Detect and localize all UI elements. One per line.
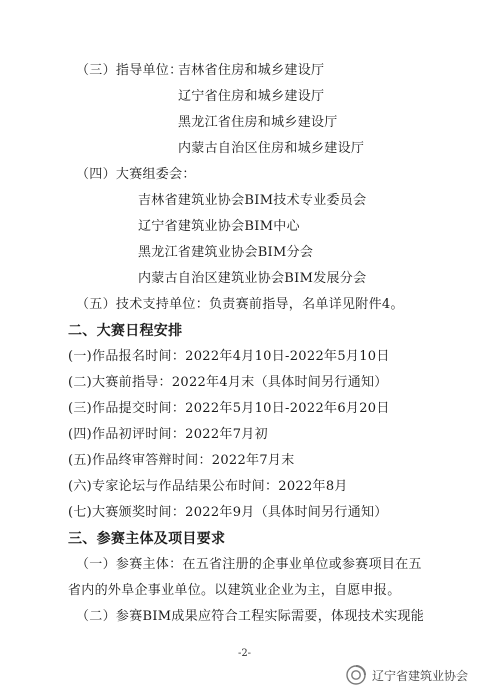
org-unit-jilin: 吉林省建筑业协会BIM技术专业委员会 <box>138 193 367 208</box>
watermark <box>346 665 468 685</box>
guide-unit-liaoning: 辽宁省住房和城乡建设厅 <box>178 89 325 104</box>
schedule-item-3: (三)作品提交时间：2022年5月10日-2022年6月20日 <box>68 401 390 416</box>
org-unit-liaoning: 辽宁省建筑业协会BIM中心 <box>138 219 300 234</box>
schedule-heading: 二、大赛日程安排 <box>68 323 183 339</box>
guide-unit-neimenggu: 内蒙古自治区住房和城乡建设厅 <box>178 141 365 156</box>
schedule-item-4: (四)作品初评时间：2022年7月初 <box>68 427 268 442</box>
participants-para1-line1: （一）参赛主体：在五省注册的企事业单位或参赛项目在五 <box>76 557 422 572</box>
org-unit-heilongjiang: 黑龙江省建筑业协会BIM分会 <box>138 245 314 260</box>
tech-support-line: （五）技术支持单位：负责赛前指导，名单详见附件4。 <box>76 297 404 312</box>
participants-para2-line1: （二）参赛BIM成果应符合工程实际需要，体现技术实现能 <box>76 609 425 624</box>
guide-unit-jilin: 吉林省住房和城乡建设厅 <box>178 63 325 78</box>
schedule-item-5: (五)作品终审答辩时间：2022年7月末 <box>68 453 295 468</box>
participants-para1-line2: 省内的外阜企事业单位。以建筑业企业为主，自愿申报。 <box>68 583 401 598</box>
wechat-official-account-icon <box>346 665 366 685</box>
organizing-committee-label: （四）大赛组委会： <box>76 167 196 182</box>
schedule-item-2: (二)大赛前指导：2022年4月末（具体时间另行通知） <box>68 375 388 390</box>
page-number: -2- <box>237 648 252 659</box>
schedule-item-6: (六)专家论坛与作品结果公布时间：2022年8月 <box>68 479 348 494</box>
participants-heading: 三、参赛主体及项目要求 <box>68 531 226 547</box>
schedule-item-7: (七)大赛颁奖时间：2022年9月（具体时间另行通知） <box>68 505 388 520</box>
watermark-text: 辽宁省建筑业协会 <box>372 668 469 683</box>
guide-unit-heilongjiang: 黑龙江省住房和城乡建设厅 <box>178 115 338 130</box>
guide-units-label: （三）指导单位： <box>76 63 183 78</box>
schedule-item-1: (一)作品报名时间：2022年4月10日-2022年5月10日 <box>68 349 390 364</box>
org-unit-neimenggu: 内蒙古自治区建筑业协会BIM发展分会 <box>138 271 367 286</box>
